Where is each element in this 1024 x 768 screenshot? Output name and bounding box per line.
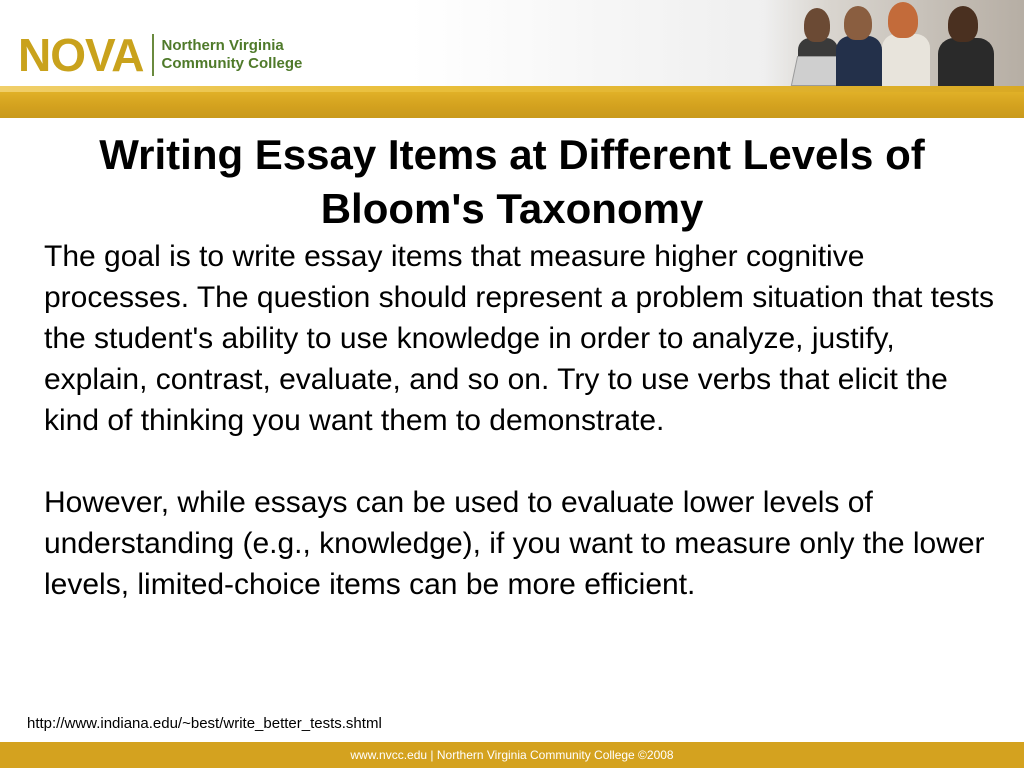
student-figure — [888, 2, 918, 38]
student-figure — [948, 6, 978, 42]
slide-title: Writing Essay Items at Different Levels of Bloom's Taxonomy — [99, 131, 925, 232]
students-photo — [764, 0, 1024, 86]
student-figure — [804, 8, 830, 42]
source-link[interactable]: http://www.indiana.edu/~best/write_better_tests.shtml — [27, 715, 382, 732]
footer-bar — [0, 742, 1024, 768]
student-figure — [882, 34, 930, 86]
nova-logo[interactable] — [18, 30, 302, 80]
footer-text: www.nvcc.edu | Northern Virginia Community College ©2008 — [350, 748, 674, 762]
logo-wordmark: NOVA — [18, 29, 144, 81]
header-gold-band — [0, 86, 1024, 118]
student-figure — [836, 36, 882, 86]
logo-name-line-1: Northern Virginia — [161, 37, 284, 54]
logo-name-line-2: Community College — [161, 55, 303, 72]
body-paragraph: The goal is to write essay items that measure higher cognitive processes. The question should represent a problem situation that tests the student's ability to use knowledge in order to analyze, justify, explain, contrast, evaluate, and so on. Try to use verbs that elicit the kind of thinking you want them to demonstrate. — [44, 240, 994, 437]
student-figure — [938, 38, 994, 86]
student-figure — [844, 6, 872, 40]
logo-college-name — [162, 37, 303, 73]
body-paragraph: However, while essays can be used to evaluate lower levels of understanding (e.g., knowledge), if you want to measure only the lower levels, limited-choice items can be more efficient. — [44, 486, 985, 601]
header — [0, 0, 1024, 86]
slide-body — [44, 236, 1004, 605]
logo-divider — [152, 34, 154, 76]
